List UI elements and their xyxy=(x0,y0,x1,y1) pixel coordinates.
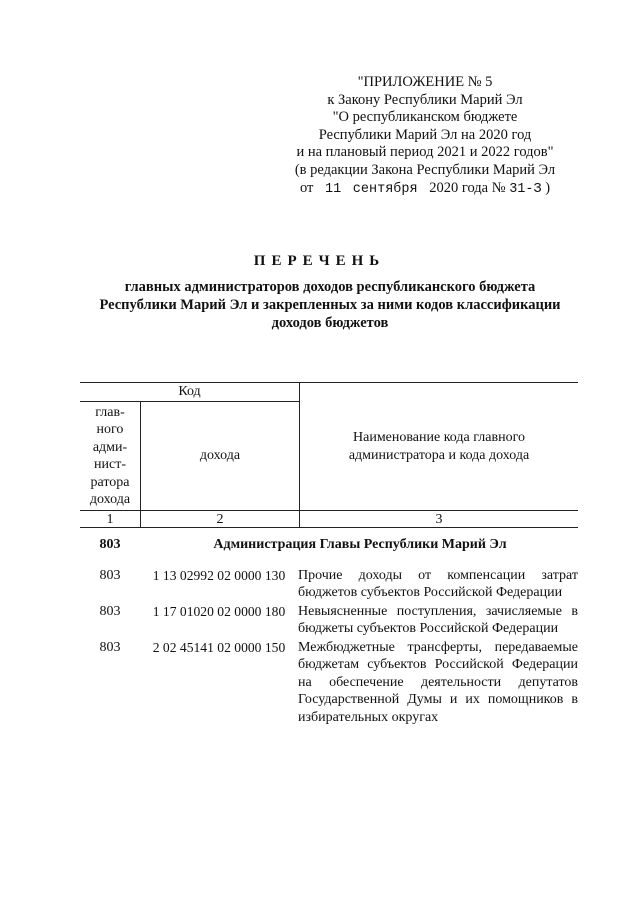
appendix-date-line xyxy=(270,180,580,199)
header-kod: Код xyxy=(80,383,300,402)
col-number: 3 xyxy=(300,511,579,528)
law-number: 31-З xyxy=(509,181,542,197)
header-name-line: администратора и кода дохода xyxy=(348,447,530,463)
table-body xyxy=(80,536,580,727)
income-description: Межбюджетные трансферты, передаваемые бюджетам субъектов Российской Федерации на обеспечение деятельности депутатов Государственной Думы и их помощников в избирательных округах xyxy=(298,639,578,725)
header-glav-line: ратора xyxy=(90,474,130,490)
income-description: Невыясненные поступления, зачисляемые в бюджеты субъектов Российской Федерации xyxy=(298,603,578,636)
table-row xyxy=(80,639,580,727)
group-row xyxy=(80,536,580,554)
admin-code: 803 xyxy=(99,603,121,619)
date-year: 2020 года № xyxy=(429,179,506,196)
date-day: 11 xyxy=(324,181,342,197)
group-name: Администрация Главы Республики Марий Эл xyxy=(213,537,507,552)
header-glav-line: нист- xyxy=(94,457,126,472)
col-number: 2 xyxy=(141,511,300,528)
appendix-header xyxy=(270,74,580,198)
appendix-line: и на плановый период 2021 и 2022 годов" xyxy=(296,144,554,161)
income-code: 2 02 45141 02 0000 150 xyxy=(152,639,286,655)
header-glav xyxy=(80,402,141,511)
header-glav-line: ного xyxy=(96,422,124,437)
appendix-line: "О республиканском бюджете xyxy=(332,109,518,126)
appendix-line: Республики Марий Эл на 2020 год xyxy=(318,126,532,143)
appendix-line: "ПРИЛОЖЕНИЕ № 5 xyxy=(357,74,493,90)
document-subtitle xyxy=(60,278,600,332)
header-name-line: Наименование кода главного xyxy=(353,429,525,445)
income-description: Прочие доходы от компенсации затрат бюджетов субъектов Российской Федерации xyxy=(298,567,578,600)
income-code: 1 13 02992 02 0000 130 xyxy=(152,567,286,583)
col-number: 1 xyxy=(80,511,141,528)
header-glav-line: дохода xyxy=(89,492,131,507)
header-dohoda: дохода xyxy=(141,402,300,511)
admin-code: 803 xyxy=(99,639,121,655)
subtitle-line: главных администраторов доходов республиканского бюджета xyxy=(124,279,536,295)
close-paren: ) xyxy=(545,179,551,196)
subtitle-line: доходов бюджетов xyxy=(271,315,389,331)
table-row xyxy=(80,603,580,638)
table-row xyxy=(80,567,580,602)
header-name xyxy=(300,383,579,511)
group-code: 803 xyxy=(99,537,121,552)
admin-code: 803 xyxy=(99,567,121,583)
appendix-line: к Закону Республики Марий Эл xyxy=(327,91,523,108)
date-month: сентября xyxy=(352,181,418,197)
appendix-line: (в редакции Закона Республики Марий Эл xyxy=(294,161,556,178)
date-prefix: от xyxy=(299,179,314,196)
subtitle-line: Республики Марий Эл и закрепленных за ними кодов классификации xyxy=(99,297,561,313)
income-code: 1 17 01020 02 0000 180 xyxy=(152,603,286,619)
header-glav-line: адми- xyxy=(92,439,128,455)
header-table xyxy=(80,382,578,528)
header-glav-line: глав- xyxy=(95,404,125,420)
document-title: ПЕРЕЧЕНЬ xyxy=(253,253,386,269)
